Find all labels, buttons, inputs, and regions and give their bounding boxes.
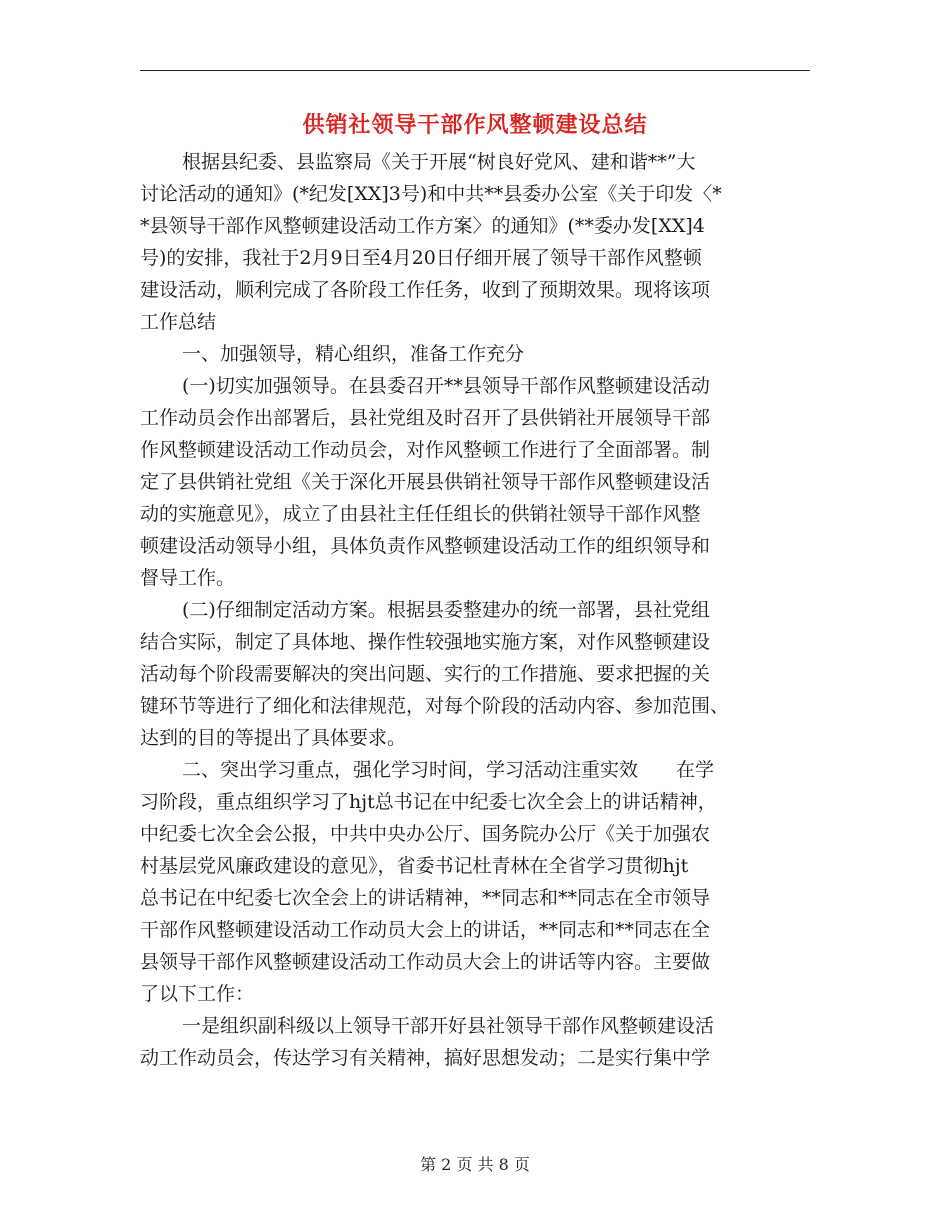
paragraph-line: 工作动员会作出部署后，县社党组及时召开了县供销社开展领导干部 [140, 407, 711, 429]
paragraph-line: 建设活动，顺利完成了各阶段工作任务，收到了预期效果。现将该项 [140, 279, 711, 301]
paragraph-line: 作风整顿建设活动工作动员会，对作风整顿工作进行了全面部署。制 [140, 439, 711, 461]
paragraph-line: 达到的目的等提出了具体要求。 [140, 727, 407, 749]
paragraph-line: 定了县供销社党组《关于深化开展县供销社领导干部作风整顿建设活 [140, 471, 711, 493]
paragraph-line: 根据县纪委、县监察局《关于开展“树良好党风、建和谐**”大 [182, 151, 696, 173]
paragraph-line: 总书记在中纪委七次全会上的讲话精神，**同志和**同志在全市领导 [140, 887, 711, 909]
paragraph-line: 活动每个阶段需要解决的突出问题、实行的工作措施、要求把握的关 [140, 663, 711, 685]
paragraph-line: 干部作风整顿建设活动工作动员大会上的讲话，**同志和**同志在全 [140, 919, 711, 941]
paragraph-line: 动的实施意见》，成立了由县社主任任组长的供销社领导干部作风整 [140, 503, 701, 525]
document-title: 供销社领导干部作风整顿建设总结 [302, 112, 648, 138]
paragraph-line: 中纪委七次全会公报，中共中央办公厅、国务院办公厅《关于加强农 [140, 823, 711, 845]
paragraph-line: 键环节等进行了细化和法律规范，对每个阶段的活动内容、参加范围、 [140, 695, 730, 717]
page-number: 第 2 页 共 8 页 [420, 1155, 530, 1174]
document-body [140, 146, 810, 1074]
paragraph-line: 督导工作。 [140, 567, 236, 589]
paragraph-line: 工作总结 [140, 311, 217, 333]
paragraph-line: (二)仔细制定活动方案。根据县委整建办的统一部署，县社党组 [182, 599, 710, 621]
paragraph-line: 村基层党风廉政建设的意见》，省委书记杜青林在全省学习贯彻hjt [140, 855, 689, 877]
paragraph-line: 习阶段，重点组织学习了hjt总书记在中纪委七次全会上的讲话精神， [140, 791, 717, 813]
paragraph-line: 动工作动员会，传达学习有关精神，搞好思想发动；二是实行集中学 [140, 1047, 711, 1069]
paragraph-line: 了以下工作： [140, 983, 255, 1005]
paragraph-line: 县领导干部作风整顿建设活动工作动员大会上的讲话等内容。主要做 [140, 951, 711, 973]
section-heading: 二、突出学习重点，强化学习时间，学习活动注重实效 在学 [182, 759, 715, 781]
paragraph-line: 一是组织副科级以上领导干部开好县社领导干部作风整顿建设活 [182, 1015, 715, 1037]
section-heading: 一、加强领导，精心组织，准备工作充分 [182, 343, 525, 365]
paragraph-line: 号)的安排，我社于2月9日至4月20日仔细开展了领导干部作风整顿 [140, 247, 702, 269]
paragraph-line: 结合实际，制定了具体地、操作性较强地实施方案，对作风整顿建设 [140, 631, 711, 653]
paragraph-line: *县领导干部作风整顿建设活动工作方案〉的通知》(**委办发[XX]4 [140, 215, 705, 237]
paragraph-line: 讨论活动的通知》(*纪发[XX]3号)和中共**县委办公室《关于印发〈* [140, 183, 722, 205]
paragraph-line: (一)切实加强领导。在县委召开**县领导干部作风整顿建设活动 [182, 375, 710, 397]
header-rule [140, 70, 810, 71]
paragraph-line: 顿建设活动领导小组，具体负责作风整顿建设活动工作的组织领导和 [140, 535, 711, 557]
